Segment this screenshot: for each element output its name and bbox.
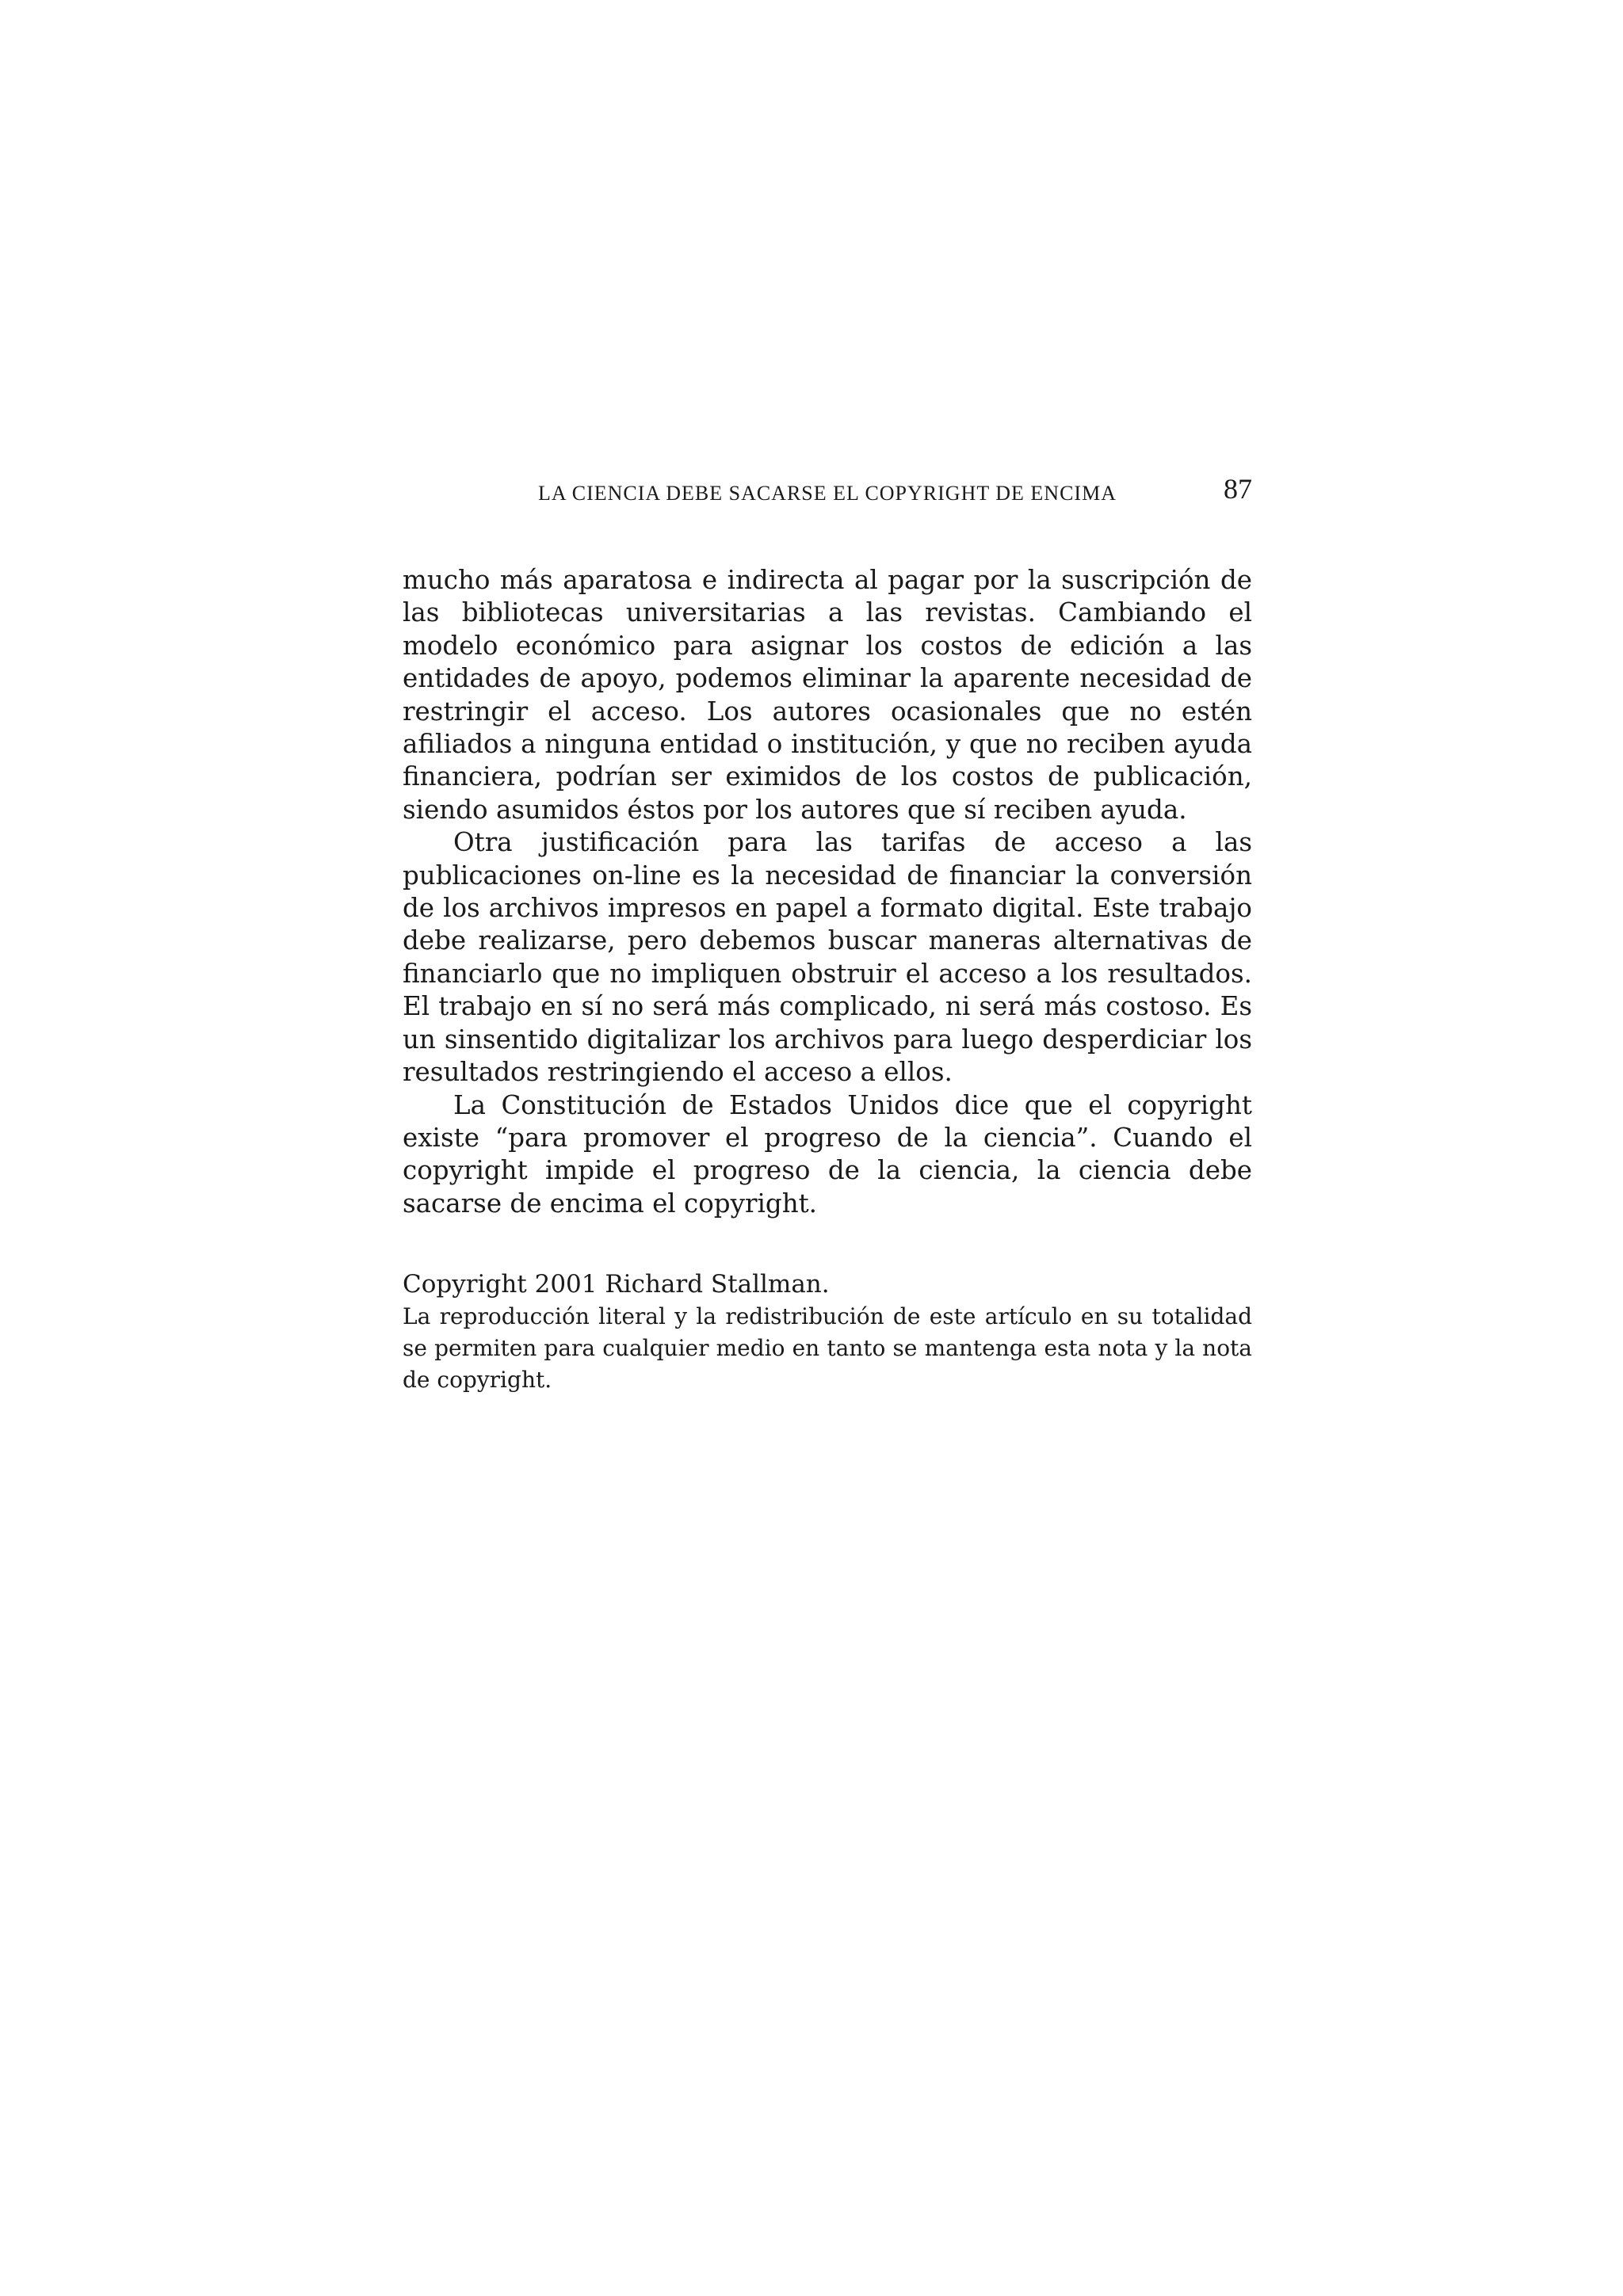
paragraph-continuation: mucho más aparatosa e indirecta al pagar por la suscripción de las bibliotecas universitarias a las revistas. Cambiando el modelo económico para asignar los costos de edición a las entidades de apoyo, podemos eliminar la aparente necesidad de restringir el acceso. Los autores ocasionales que no estén afiliados a ninguna entidad o institución, y que no reciben ayuda financiera, podrían ser eximidos de los costos de publicación, siendo asumidos éstos por los autores que sí reciben ayuda. [403, 565, 1252, 825]
copyright-line: Copyright 2001 Richard Stallman. [403, 1270, 830, 1299]
license-note: La reproducción literal y la redistribución de este artículo en su totalidad se permiten para cualquier medio en tanto se mantenga esta nota y la nota de copyright. [403, 1303, 1252, 1393]
page-number: 87 [1224, 473, 1252, 505]
article-body [403, 564, 1252, 1220]
paragraph-access-fees: Otra justificación para las tarifas de acceso a las publicaciones on-line es la necesidad de financiar la conversión de los archivos impresos en papel a formato digital. Este trabajo debe realizarse, pero debemos buscar maneras alternativas de financiarlo que no impliquen obstruir el acceso a los resultados. El trabajo en sí no será más complicado, ni será más costoso. Es un sinsentido digitalizar los archivos para luego desperdiciar los resultados restringiendo el acceso a ellos. [403, 827, 1252, 1088]
running-header [403, 472, 1252, 512]
running-title: LA CIENCIA DEBE SACARSE EL COPYRIGHT DE ENCIMA [538, 482, 1117, 505]
copyright-notice [403, 1268, 1252, 1396]
paragraph-constitution: La Constitución de Estados Unidos dice que el copyright existe “para promover el progreso de la ciencia”. Cuando el copyright impide el progreso de la ciencia, la ciencia debe sacarse de encima el copyright. [403, 1089, 1252, 1219]
